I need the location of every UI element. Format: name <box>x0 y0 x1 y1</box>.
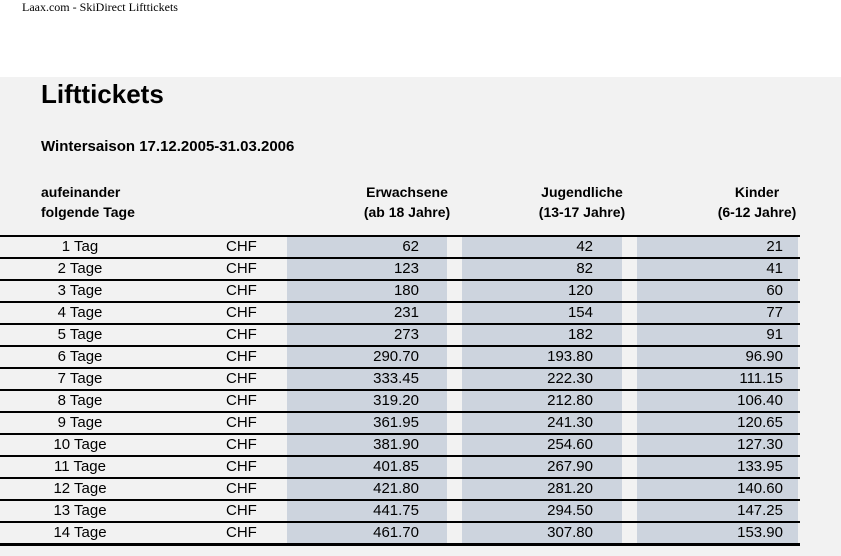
youth-price-cell: 42 <box>462 237 622 257</box>
youth-price-cell: 154 <box>462 303 622 323</box>
days-cell: 8 Tage <box>57 392 103 409</box>
children-price-cell: 120.65 <box>637 413 798 433</box>
days-cell: 3 Tage <box>57 282 103 299</box>
adults-price-cell: 123 <box>287 259 447 279</box>
window-title: Laax.com - SkiDirect Lifttickets <box>22 0 178 14</box>
table-row <box>0 411 800 433</box>
table-row <box>0 433 800 455</box>
header-days-line1: aufeinander <box>41 184 121 200</box>
header-children-line1: Kinder <box>734 184 780 200</box>
adults-price-cell: 319.20 <box>287 391 447 411</box>
table-row <box>0 367 800 389</box>
table-row <box>0 477 800 499</box>
youth-price-cell: 281.20 <box>462 479 622 499</box>
children-price-cell: 106.40 <box>637 391 798 411</box>
adults-price-cell: 441.75 <box>287 501 447 521</box>
header-adults-line2: (ab 18 Jahre) <box>363 204 451 220</box>
season-subtitle: Wintersaison 17.12.2005-31.03.2006 <box>41 138 295 155</box>
table-row <box>0 279 800 301</box>
header-children-line2: (6-12 Jahre) <box>717 204 797 220</box>
currency-cell: CHF <box>226 260 257 277</box>
table-row <box>0 345 800 367</box>
header-adults <box>347 182 467 222</box>
children-price-cell: 147.25 <box>637 501 798 521</box>
currency-cell: CHF <box>226 304 257 321</box>
youth-price-cell: 267.90 <box>462 457 622 477</box>
youth-price-cell: 212.80 <box>462 391 622 411</box>
days-cell: 5 Tage <box>57 326 103 343</box>
days-cell: 14 Tage <box>53 524 107 541</box>
children-price-cell: 96.90 <box>637 347 798 367</box>
days-cell: 6 Tage <box>57 348 103 365</box>
currency-cell: CHF <box>226 370 257 387</box>
currency-cell: CHF <box>226 392 257 409</box>
adults-price-cell: 231 <box>287 303 447 323</box>
currency-cell: CHF <box>226 458 257 475</box>
header-youth-line2: (13-17 Jahre) <box>538 204 626 220</box>
currency-cell: CHF <box>226 524 257 541</box>
header-youth-line1: Jugendliche <box>541 184 623 200</box>
children-price-cell: 111.15 <box>637 369 798 389</box>
days-cell: 4 Tage <box>57 304 103 321</box>
currency-cell: CHF <box>226 480 257 497</box>
currency-cell: CHF <box>226 326 257 343</box>
youth-price-cell: 182 <box>462 325 622 345</box>
table-row <box>0 499 800 521</box>
adults-price-cell: 180 <box>287 281 447 301</box>
days-cell: 7 Tage <box>57 370 103 387</box>
table-row <box>0 235 800 257</box>
table-row <box>0 455 800 477</box>
children-price-cell: 60 <box>637 281 798 301</box>
adults-price-cell: 421.80 <box>287 479 447 499</box>
currency-cell: CHF <box>226 348 257 365</box>
adults-price-cell: 401.85 <box>287 457 447 477</box>
youth-price-cell: 241.30 <box>462 413 622 433</box>
header-days-line2: folgende Tage <box>41 204 135 220</box>
children-price-cell: 140.60 <box>637 479 798 499</box>
currency-cell: CHF <box>226 436 257 453</box>
youth-price-cell: 193.80 <box>462 347 622 367</box>
header-adults-line1: Erwachsene <box>366 184 448 200</box>
table-row <box>0 323 800 345</box>
days-cell: 1 Tag <box>61 238 99 255</box>
currency-cell: CHF <box>226 502 257 519</box>
currency-cell: CHF <box>226 282 257 299</box>
table-row <box>0 301 800 323</box>
table-row <box>0 257 800 279</box>
adults-price-cell: 62 <box>287 237 447 257</box>
youth-price-cell: 82 <box>462 259 622 279</box>
youth-price-cell: 294.50 <box>462 501 622 521</box>
header-youth <box>522 182 642 222</box>
children-price-cell: 41 <box>637 259 798 279</box>
adults-price-cell: 361.95 <box>287 413 447 433</box>
days-cell: 12 Tage <box>53 480 107 497</box>
currency-cell: CHF <box>226 238 257 255</box>
youth-price-cell: 222.30 <box>462 369 622 389</box>
days-cell: 2 Tage <box>57 260 103 277</box>
header-days <box>41 182 135 222</box>
adults-price-cell: 461.70 <box>287 523 447 543</box>
page-title: Lifttickets <box>41 79 164 109</box>
youth-price-cell: 120 <box>462 281 622 301</box>
children-price-cell: 127.30 <box>637 435 798 455</box>
children-price-cell: 153.90 <box>637 523 798 543</box>
price-table <box>0 235 800 546</box>
days-cell: 9 Tage <box>57 414 103 431</box>
children-price-cell: 133.95 <box>637 457 798 477</box>
adults-price-cell: 381.90 <box>287 435 447 455</box>
adults-price-cell: 333.45 <box>287 369 447 389</box>
adults-price-cell: 290.70 <box>287 347 447 367</box>
days-cell: 13 Tage <box>53 502 107 519</box>
days-cell: 10 Tage <box>53 436 107 453</box>
children-price-cell: 91 <box>637 325 798 345</box>
table-row <box>0 521 800 546</box>
youth-price-cell: 307.80 <box>462 523 622 543</box>
children-price-cell: 77 <box>637 303 798 323</box>
adults-price-cell: 273 <box>287 325 447 345</box>
currency-cell: CHF <box>226 414 257 431</box>
children-price-cell: 21 <box>637 237 798 257</box>
table-row <box>0 389 800 411</box>
header-children <box>697 182 817 222</box>
youth-price-cell: 254.60 <box>462 435 622 455</box>
days-cell: 11 Tage <box>54 458 106 475</box>
